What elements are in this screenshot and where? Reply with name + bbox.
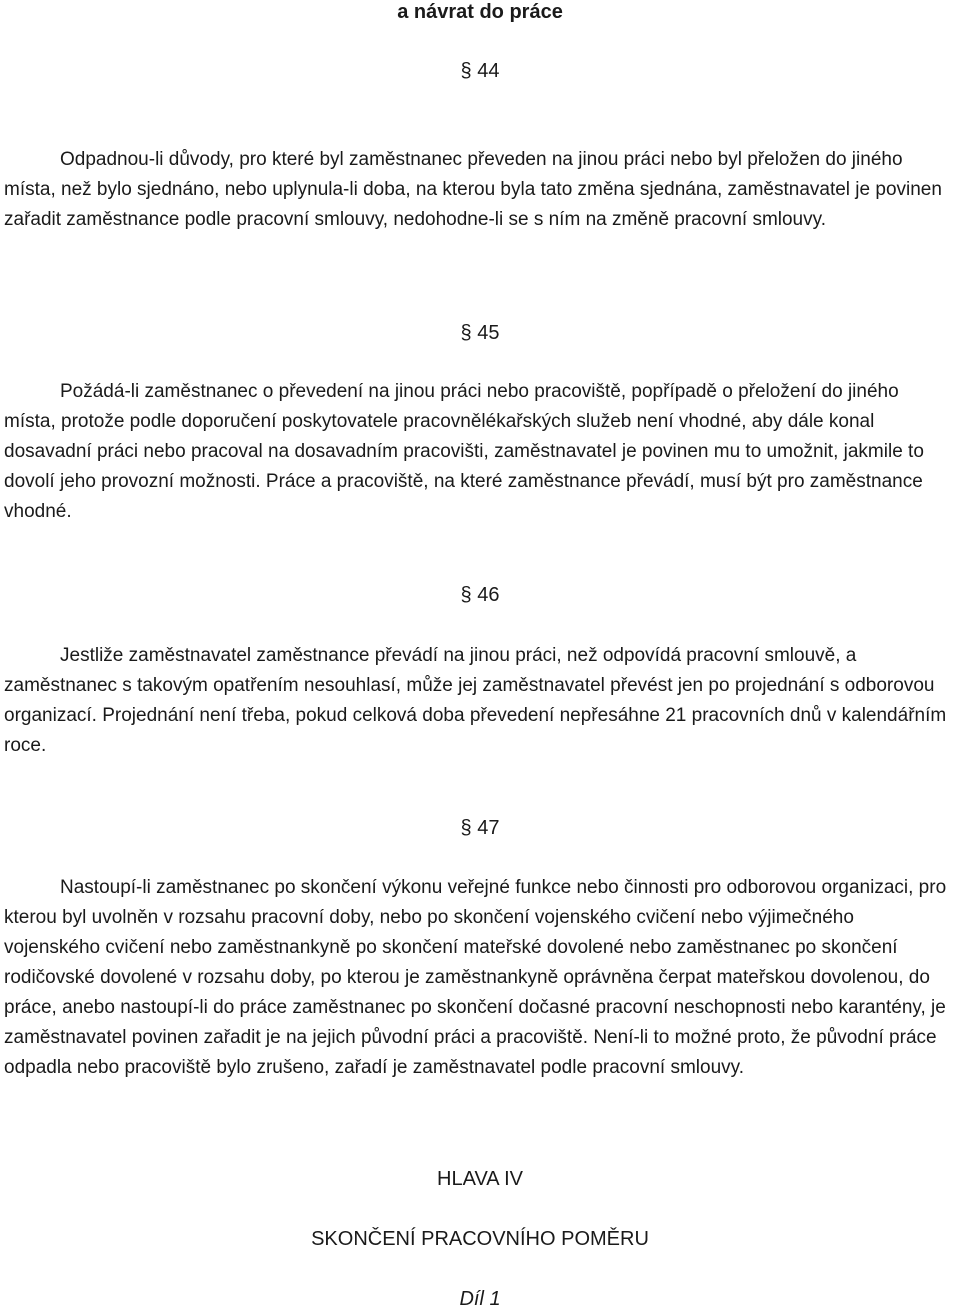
section-mark-44: § 44 (460, 60, 500, 82)
section-text-46 (4, 641, 954, 761)
section-text-45 (4, 377, 954, 527)
section-mark-47: § 47 (460, 817, 500, 839)
hlava-heading: HLAVA IV (437, 1168, 523, 1190)
hlava-title: SKONČENÍ PRACOVNÍHO POMĚRU (311, 1228, 649, 1250)
section-text-47-body: Nastoupí-li zaměstnanec po skončení výkonu veřejné funkce nebo činnosti pro odborovou organizaci, pro kterou byl uvolněn v rozsahu pracovní doby, nebo po skončení vojenského cvičení nebo výjimečného vojenského cvičení nebo zaměstnankyně po skončení mateřské dovolené nebo zaměstnanec po skončení rodičovské dovolené v rozsahu doby, po kterou je zaměstnankyně oprávněna čerpat mateřskou dovolenou, do práce, anebo nastoupí-li do práce zaměstnanec po skončení dočasné pracovní neschopnosti nebo karantény, je zaměstnavatel povinen zařadit je na jejich původní práci a pracoviště. Není-li to možné proto, že původní práce odpadla nebo pracoviště bylo zrušeno, zařadí je zaměstnavatel podle pracovní smlouvy. (4, 877, 947, 1078)
section-text-44-body: Odpadnou-li důvody, pro které byl zaměstnanec převeden na jinou práci nebo byl přeložen do jiného místa, než bylo sjednáno, nebo uplynula-li doba, na kterou byla tato změna sjednána, zaměstnavatel je povinen zařadit zaměstnance podle pracovní smlouvy, nedohodne-li se s ním na změně pracovní smlouvy. (4, 149, 942, 230)
section-text-45-body: Požádá-li zaměstnanec o převedení na jinou práci nebo pracoviště, popřípadě o přeložení do jiného místa, protože podle doporučení poskytovatele pracovnělékařských služeb není vhodné, aby dále konal dosavadní práci nebo pracoval na dosavadním pracovišti, zaměstnavatel je povinen mu to umožnit, jakmile to dovolí jeho provozní možnosti. Práce a pracoviště, na které zaměstnance převádí, musí být pro zaměstnance vhodné. (4, 381, 924, 522)
section-text-44 (4, 145, 954, 235)
section-text-47 (4, 873, 954, 1083)
dil-heading: Díl 1 (459, 1288, 501, 1310)
section-mark-46: § 46 (460, 584, 500, 606)
section-mark-45: § 45 (460, 322, 500, 344)
section-text-46-body: Jestliže zaměstnavatel zaměstnance převádí na jinou práci, než odpovídá pracovní smlouvě, a zaměstnanec s takovým opatřením nesouhlasí, může jej zaměstnavatel převést jen po projednání s odborovou organizací. Projednání není třeba, pokud celková doba převedení nepřesáhne 21 pracovních dnů v kalendářním roce. (4, 645, 947, 756)
chapter-heading: a návrat do práce (397, 1, 563, 23)
